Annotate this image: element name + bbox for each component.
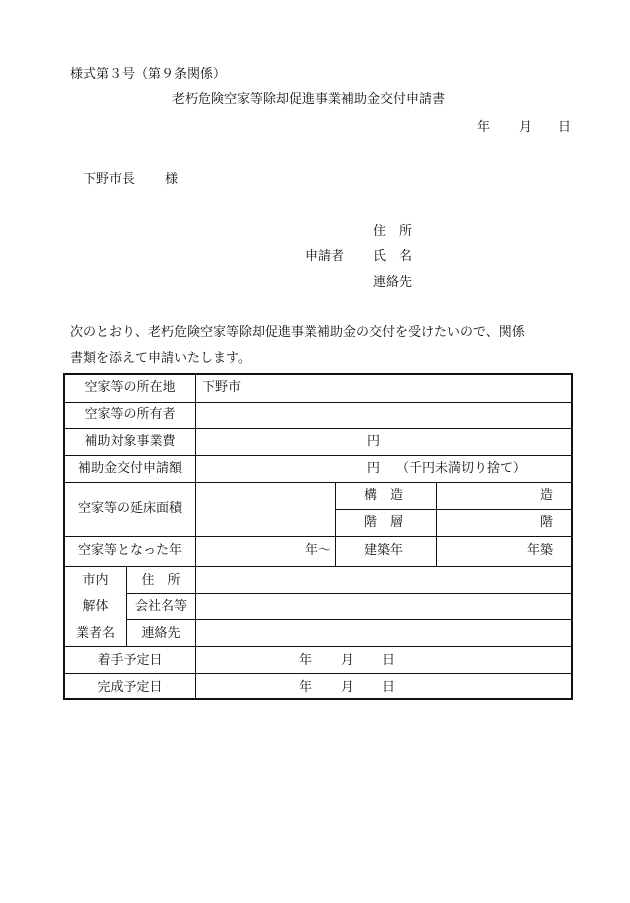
completion-date-month: 月 [341,680,355,695]
start-date-year: 年 [299,653,313,668]
body-text-line-1: 次のとおり、老朽危険空家等除却促進事業補助金の交付を受けたいので、関係 [70,325,525,340]
row-divider [63,428,573,429]
column-divider [335,482,336,566]
start-date-label: 着手予定日 [97,653,163,668]
row-divider [126,619,573,620]
honorific: 様 [165,172,179,187]
column-divider [436,482,437,566]
contractor-contact-label: 連絡先 [141,626,181,641]
cost-unit: 円 [367,434,381,449]
built-year-label: 建築年 [364,543,404,558]
structure-label: 構 造 [364,488,404,503]
cost-label: 補助対象事業費 [84,434,176,449]
contractor-company-label: 会社名等 [134,599,187,614]
completion-date-year: 年 [299,680,313,695]
completion-date-day: 日 [382,680,396,695]
applicant-contact-label: 連絡先 [373,275,413,290]
row-divider [63,455,573,456]
body-text-line-2: 書類を添えて申請いたします。 [70,351,251,366]
location-label: 空家等の所在地 [84,380,176,395]
stories-unit: 階 [540,515,554,530]
applicant-name-label: 氏 名 [373,249,413,264]
floor-area-label: 空家等の延床面積 [77,501,182,516]
date-year-label: 年 [477,120,491,135]
start-date-month: 月 [341,653,355,668]
completion-date-label: 完成予定日 [97,680,163,695]
document-title: 老朽危険空家等除却促進事業補助金交付申請書 [172,92,446,107]
applicant-label: 申請者 [305,249,345,264]
row-divider [335,509,573,510]
form-number: 様式第３号（第９条関係） [70,67,227,82]
date-month-label: 月 [519,120,533,135]
amount-note: （千円未満切り捨て） [396,461,527,476]
row-divider [126,593,573,594]
built-year-unit: 年築 [527,543,554,558]
row-divider [63,402,573,403]
contractor-address-label: 住 所 [141,573,181,588]
contractor-group-line-2: 解体 [82,599,109,614]
contractor-group-line-1: 市内 [82,573,109,588]
start-date-day: 日 [382,653,396,668]
structure-unit: 造 [540,488,554,503]
amount-label: 補助金交付申請額 [77,461,182,476]
row-divider [63,536,573,537]
vacant-year-label: 空家等となった年 [77,543,182,558]
vacant-year-unit: 年～ [305,543,332,558]
contractor-group-line-3: 業者名 [75,626,115,641]
addressee: 下野市長 [83,172,136,187]
row-divider [63,482,573,483]
location-value: 下野市 [202,380,242,395]
applicant-address-label: 住 所 [373,224,413,239]
row-divider [63,646,573,647]
column-divider [195,373,196,700]
row-divider [63,673,573,674]
stories-label: 階 層 [364,515,404,530]
amount-unit: 円 [367,461,381,476]
date-day-label: 日 [558,120,572,135]
owner-label: 空家等の所有者 [84,407,176,422]
row-divider [63,566,573,567]
